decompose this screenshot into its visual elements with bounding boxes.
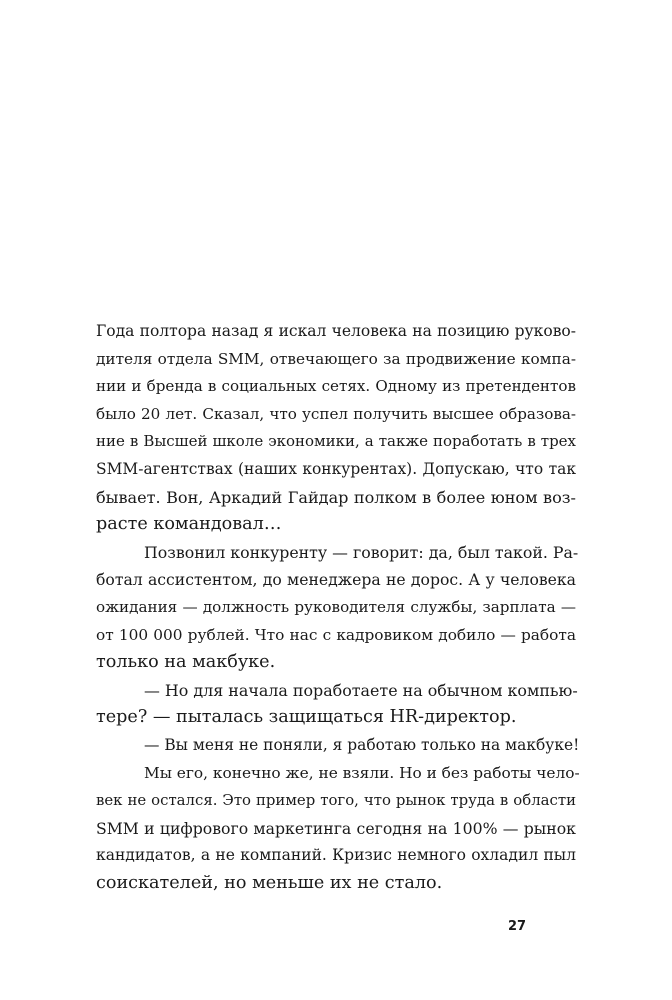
text-line: нии и бренда в социальных сетях. Одному из претендентов xyxy=(96,377,576,396)
text-line: Мы его, конечно же, не взяли. Но и без работы чело- xyxy=(144,763,580,782)
text-line: соискателей, но меньше их не стало. xyxy=(96,872,443,893)
text-line: — Но для начала поработаете на обычном компью- xyxy=(144,680,578,700)
text-line: тере? — пыталась защищаться HR-директор. xyxy=(96,707,517,728)
text-line: кандидатов, а не компаний. Кризис немного охладил пыл xyxy=(96,846,576,865)
text-line: ние в Высшей школе экономики, а также поработать в трех xyxy=(96,432,576,451)
text-line: — Вы меня не поняли, я работаю только на макбуке! xyxy=(144,735,580,754)
text-line: было 20 лет. Сказал, что успел получить высшее образова- xyxy=(96,404,576,423)
body-text xyxy=(96,318,580,897)
text-line: ожидания — должность руководителя службы, зарплата — xyxy=(96,597,576,616)
text-line: дителя отдела SMM, отвечающего за продвижение компа- xyxy=(96,349,576,368)
text-line: ботал ассистентом, до менеджера не дорос. А у человека xyxy=(96,570,576,590)
text-line: век не остался. Это пример того, что рынок труда в области xyxy=(96,791,576,810)
text-line: только на макбуке. xyxy=(96,652,276,673)
text-line: Года полтора назад я искал человека на позицию руково- xyxy=(96,322,576,340)
page-number: 27 xyxy=(508,919,527,934)
text-line: SMM-агентствах (наших конкурентах). Допускаю, что так xyxy=(96,459,576,478)
text-line: Позвонил конкуренту — говорит: да, был такой. Ра- xyxy=(144,542,579,562)
text-line: SMM и цифрового маркетинга сегодня на 100% — рынок xyxy=(96,818,576,838)
text-line: от 100 000 рублей. Что нас с кадровиком добило — работа xyxy=(96,625,576,644)
text-line: расте командовал… xyxy=(96,514,282,535)
text-line: бывает. Вон, Аркадий Гайдар полком в более юном воз- xyxy=(96,487,576,507)
